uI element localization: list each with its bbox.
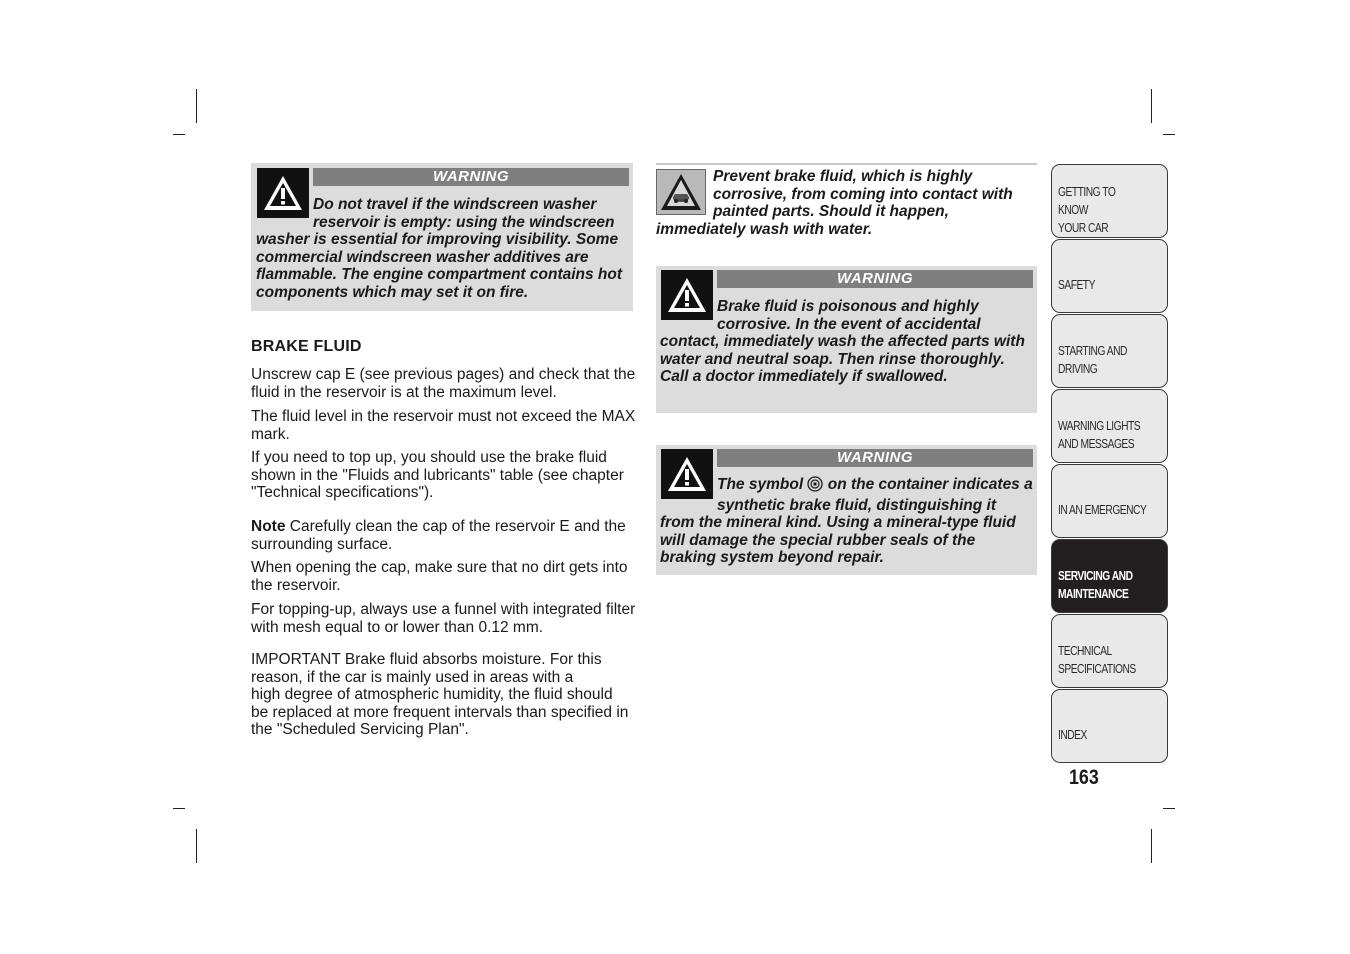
tab-starting-driving[interactable]: STARTING AND DRIVING — [1051, 314, 1168, 388]
note-paragraph: Note Carefully clean the cap of the reservoir E and the surrounding surface. — [251, 518, 626, 553]
paragraph: For topping-up, always use a funnel with integrated filter with mesh equal to or lower than 0.12 mm. — [251, 601, 636, 636]
important-paragraph: IMPORTANT Brake fluid absorbs moisture. For this reason, if the car is mainly used in areas with a high degree of atmospheric humidity, the fluid should be replaced at more frequent intervals than specified in the "Scheduled Servicing Plan". — [251, 651, 629, 739]
paragraph: If you need to top up, you should use the brake fluid shown in the "Fluids and lubricants" table (see chapter "Technical specifications"). — [251, 449, 624, 502]
warning-text: Do not travel if the windscreen washer reservoir is empty: using the windscreen washer is essential for improving visibility. Some commercial windscreen washer additives are flammable. The engine compartment contains hot components which may set it on fire. — [256, 196, 623, 301]
section-heading: BRAKE FLUID — [251, 338, 362, 355]
warning-title: WARNING — [717, 449, 1033, 467]
warning-text: Brake fluid is poisonous and highly corrosive. In the event of accidental contact, immediately wash the affected parts with water and neutral soap. Then rinse thoroughly. Call a doctor immediately if swallowed. — [660, 298, 1025, 386]
paragraph: Unscrew cap E (see previous pages) and check that the fluid in the reservoir is at the maximum level. — [251, 366, 636, 401]
crop-mark — [173, 134, 185, 135]
warning-box-washer — [251, 163, 633, 311]
crop-mark — [196, 89, 197, 123]
caution-text: Prevent brake fluid, which is highly corrosive, from coming into contact with painted parts. Should it happen, immediately wash with water. — [656, 168, 1013, 238]
tab-technical-specifications[interactable]: TECHNICAL SPECIFICATIONS — [1051, 614, 1168, 688]
crop-mark — [1163, 808, 1175, 809]
warning-box-poisonous — [656, 266, 1037, 413]
crop-mark — [1151, 829, 1152, 863]
tab-index[interactable]: INDEX — [1051, 689, 1168, 763]
tab-servicing-maintenance[interactable]: SERVICING AND MAINTENANCE — [1051, 539, 1168, 613]
synthetic-fluid-symbol-icon — [807, 476, 823, 497]
crop-mark — [196, 829, 197, 863]
warning-title: WARNING — [717, 270, 1033, 288]
crop-mark — [1151, 89, 1152, 123]
tab-safety[interactable]: SAFETY — [1051, 239, 1168, 313]
tab-warning-lights[interactable]: WARNING LIGHTS AND MESSAGES — [1051, 389, 1168, 463]
page-number: 163 — [1069, 766, 1099, 789]
crop-mark — [173, 808, 185, 809]
warning-title: WARNING — [313, 168, 629, 186]
warning-text: The symbol on the container indicates a synthetic brake fluid, distinguishing it from the mineral kind. Using a mineral-type fluid will damage the special rubber seals of the braking system beyond repair. — [660, 476, 1033, 567]
note-label: Note — [251, 518, 286, 535]
crop-mark — [1163, 134, 1175, 135]
divider — [656, 163, 1037, 165]
warning-box-synthetic — [656, 445, 1037, 575]
paragraph: The fluid level in the reservoir must not exceed the MAX mark. — [251, 408, 636, 443]
paragraph: When opening the cap, make sure that no dirt gets into the reservoir. — [251, 559, 628, 594]
tab-getting-to-know[interactable]: GETTING TO KNOW YOUR CAR — [1051, 164, 1168, 238]
tab-emergency[interactable]: IN AN EMERGENCY — [1051, 464, 1168, 538]
